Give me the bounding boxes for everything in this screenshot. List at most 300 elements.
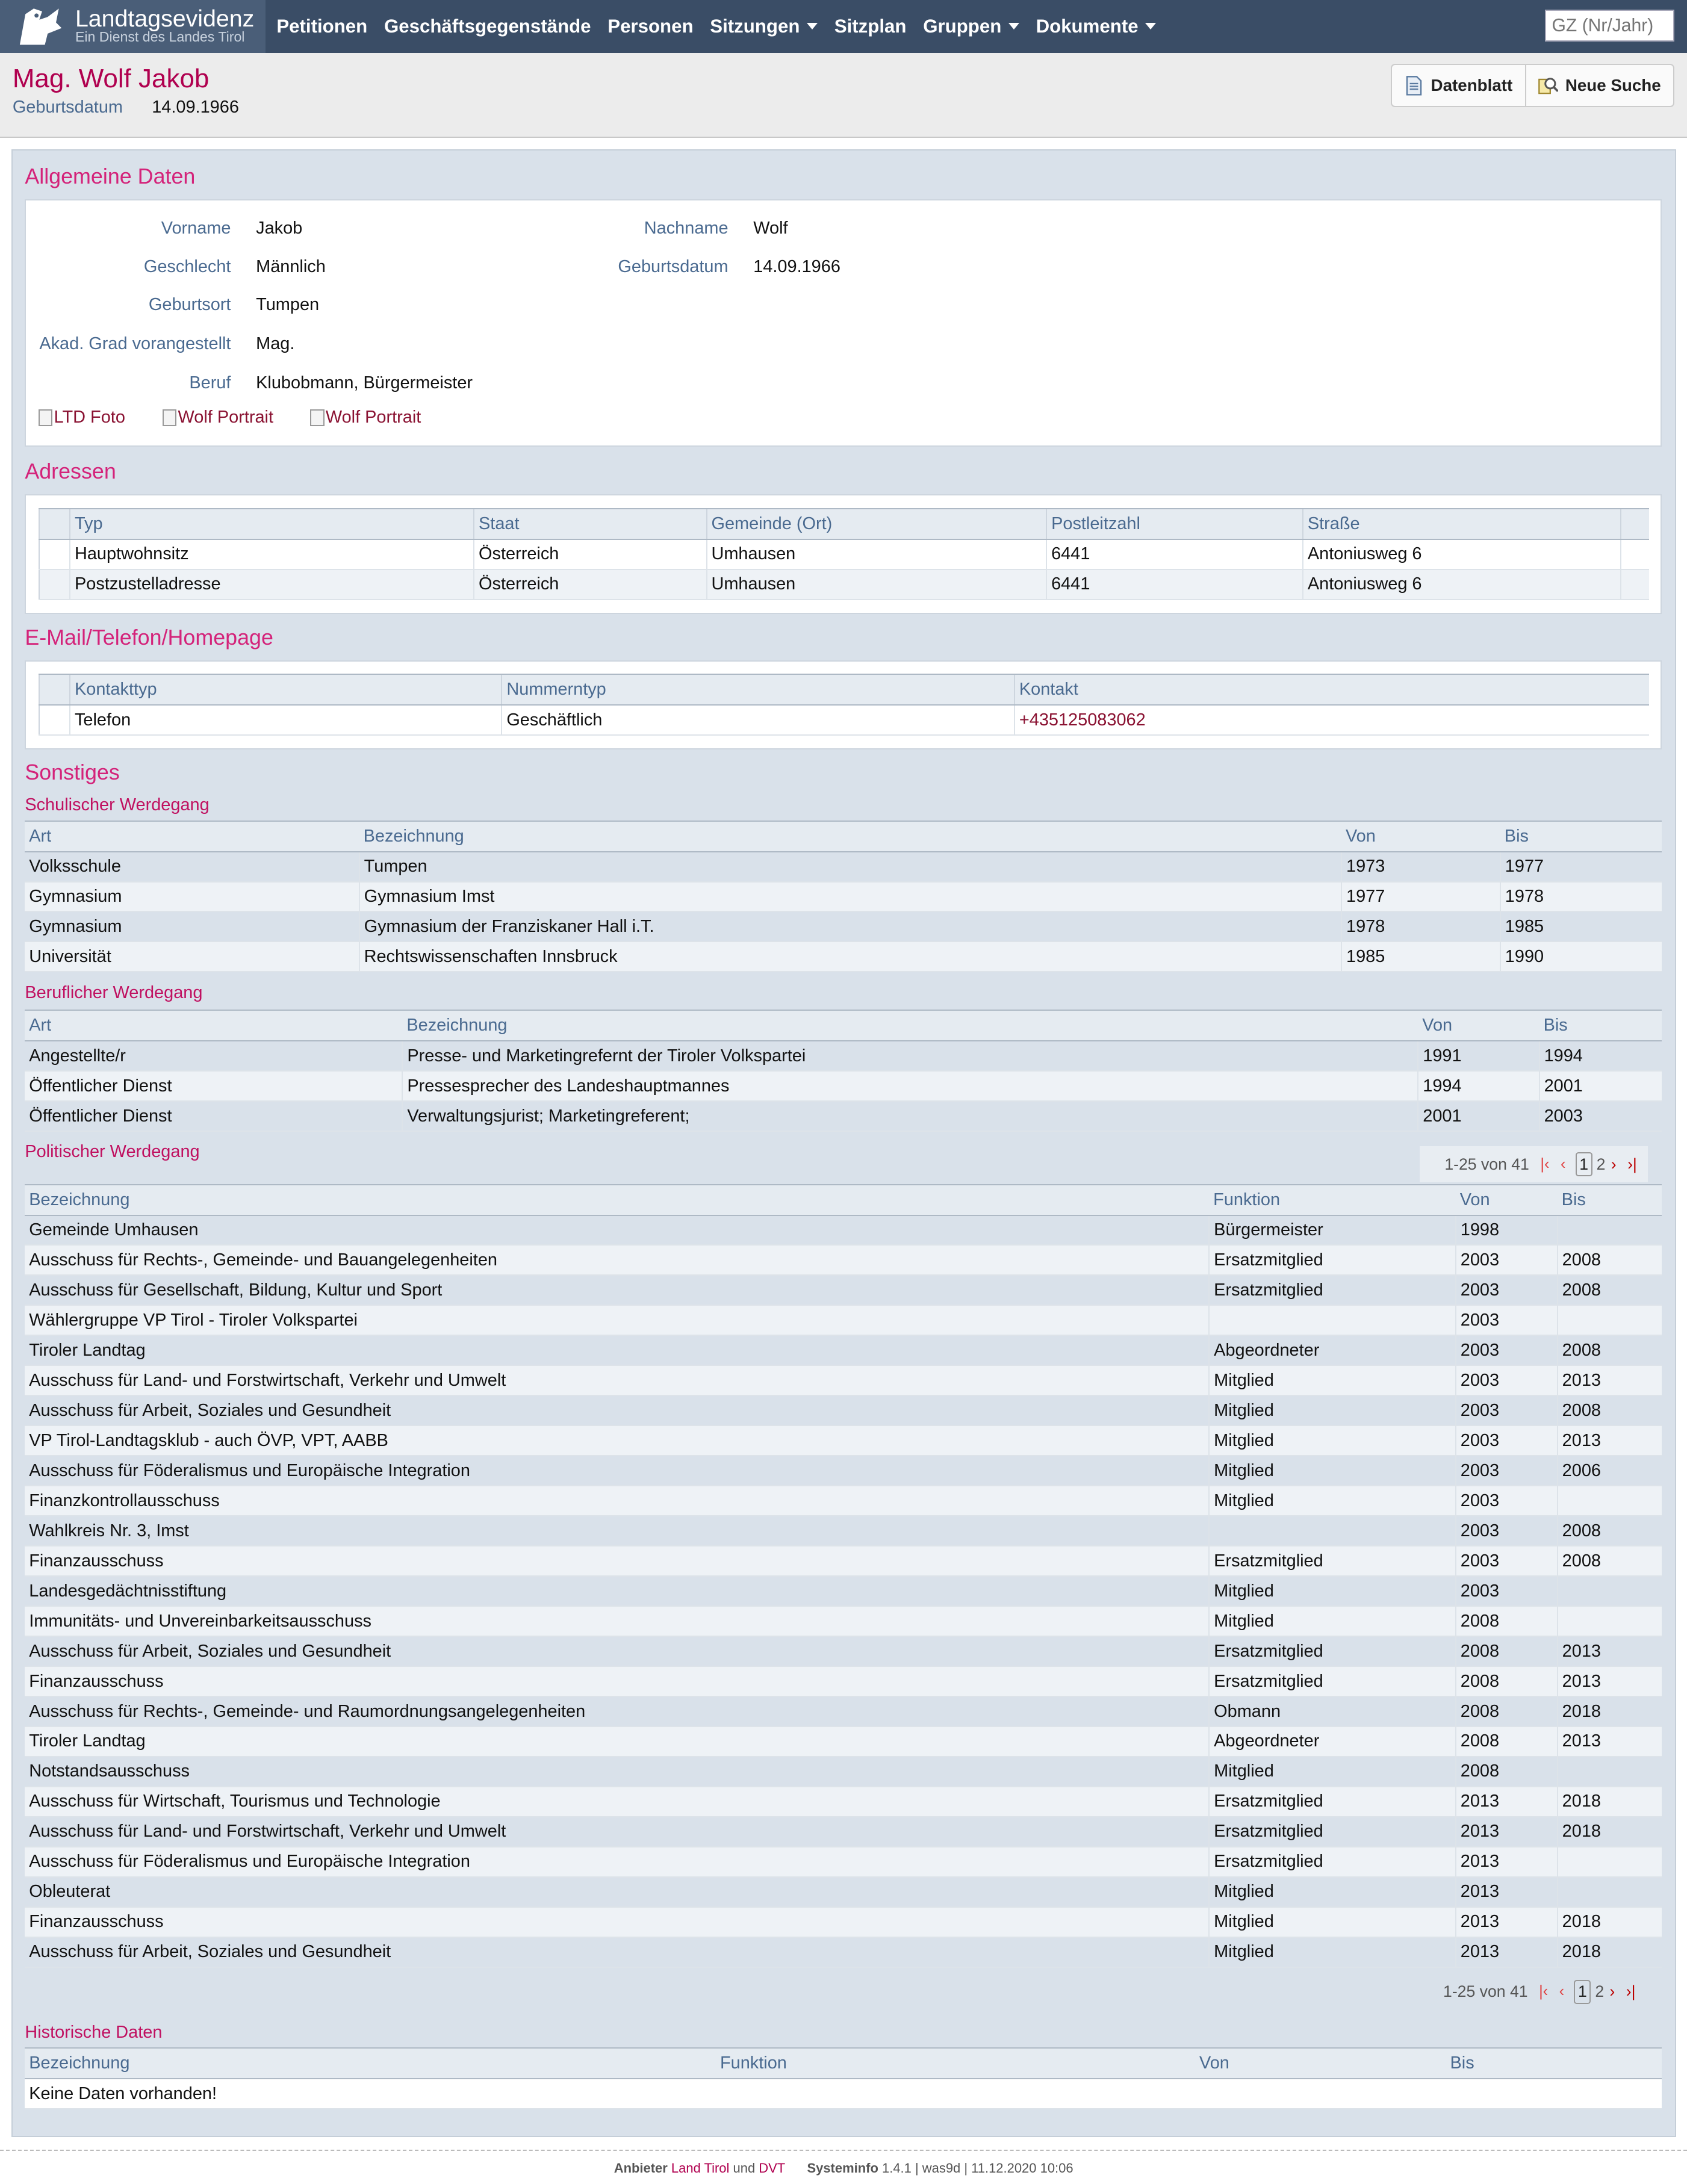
- table-cell: Ersatzmitglied: [1209, 1666, 1456, 1696]
- table-cell: Rechtswissenschaften Innsbruck: [359, 942, 1341, 972]
- table-cell: 2008: [1558, 1275, 1662, 1305]
- table-cell: 2018: [1558, 1787, 1662, 1817]
- table-cell: 2013: [1456, 1907, 1558, 1937]
- column-header: Art: [25, 1010, 402, 1041]
- contact-table: [39, 674, 1649, 736]
- footer-systeminfo: 1.4.1 | was9d | 11.12.2020 10:06: [881, 2160, 1073, 2176]
- table-cell: Antoniusweg 6: [1303, 539, 1621, 569]
- column-header: Bezeichnung: [402, 1010, 1418, 1041]
- table-cell: Umhausen: [707, 569, 1047, 600]
- table-cell: 2008: [1456, 1696, 1558, 1726]
- table-cell: Ersatzmitglied: [1209, 1847, 1456, 1877]
- table-cell: Mitglied: [1209, 1576, 1456, 1606]
- table-row: [25, 1395, 1662, 1425]
- table-row: [25, 1907, 1662, 1937]
- page-2-button[interactable]: 2: [1595, 1982, 1605, 2001]
- column-header: Typ: [70, 509, 474, 539]
- political-career-table: [25, 1184, 1662, 1968]
- table-row: [25, 1606, 1662, 1636]
- table-row: [25, 942, 1662, 972]
- nav-label: Geschäftsgegenstände: [384, 15, 591, 37]
- column-header: Postleitzahl: [1046, 509, 1303, 539]
- table-cell: 2018: [1558, 1937, 1662, 1967]
- nav-sitzungen-dropdown[interactable]: [701, 0, 825, 53]
- table-cell: 2008: [1456, 1636, 1558, 1666]
- table-cell: Ausschuss für Arbeit, Soziales und Gesundheit: [25, 1636, 1209, 1666]
- table-row: [25, 911, 1662, 942]
- table-cell: 2008: [1558, 1335, 1662, 1365]
- table-cell: Ausschuss für Land- und Forstwirtschaft, Verkehr und Umwelt: [25, 1817, 1209, 1847]
- table-cell: [1558, 1757, 1662, 1787]
- table-cell: 2008: [1558, 1516, 1662, 1546]
- table-cell: Presse- und Marketingrefernt der Tiroler Volkspartei: [402, 1041, 1418, 1071]
- field-label-akad-grad: Akad. Grad vorangestellt: [39, 333, 231, 353]
- table-cell: 2008: [1558, 1546, 1662, 1576]
- broken-image-icon: [310, 409, 324, 426]
- neue-suche-button[interactable]: [1525, 65, 1673, 105]
- table-row: [25, 1041, 1662, 1071]
- table-cell: 2013: [1456, 1877, 1558, 1907]
- table-cell: Ausschuss für Arbeit, Soziales und Gesundheit: [25, 1395, 1209, 1425]
- column-header: Staat: [474, 509, 706, 539]
- field-label-geschlecht: Geschlecht: [143, 257, 231, 277]
- table-cell: [1558, 1576, 1662, 1606]
- table-cell: 1994: [1539, 1041, 1662, 1071]
- table-cell: 2003: [1456, 1576, 1558, 1606]
- last-page-icon[interactable]: ›|: [1627, 1155, 1637, 1173]
- table-row: [25, 1275, 1662, 1305]
- table-cell: 2003: [1539, 1101, 1662, 1131]
- page-1-button[interactable]: 1: [1576, 1152, 1592, 1176]
- table-cell: Tiroler Landtag: [25, 1726, 1209, 1757]
- datenblatt-button[interactable]: [1392, 65, 1525, 105]
- column-header: Bis: [1539, 1010, 1662, 1041]
- table-cell: Gymnasium: [25, 911, 359, 942]
- table-row: [25, 1335, 1662, 1365]
- field-value-nachname: Wolf: [753, 218, 788, 238]
- table-cell: Ausschuss für Föderalismus und Europäische Integration: [25, 1456, 1209, 1486]
- table-cell: Universität: [25, 942, 359, 972]
- column-header: Bis: [1558, 1185, 1662, 1215]
- prev-page-icon[interactable]: ‹: [1560, 1155, 1566, 1173]
- table-cell: Wählergruppe VP Tirol - Tiroler Volkspartei: [25, 1305, 1209, 1335]
- nav-label: Petitionen: [276, 15, 368, 37]
- table-cell: Umhausen: [707, 539, 1047, 569]
- birthdate-value: 14.09.1966: [152, 97, 239, 117]
- table-cell: Mitglied: [1209, 1456, 1456, 1486]
- table-cell: 2013: [1456, 1937, 1558, 1967]
- image-alt-text: Wolf Portrait: [325, 408, 421, 427]
- column-header: Straße: [1303, 509, 1621, 539]
- table-cell: Mitglied: [1209, 1395, 1456, 1425]
- table-cell: 2008: [1456, 1726, 1558, 1757]
- table-cell: 1990: [1500, 942, 1662, 972]
- table-cell: Telefon: [70, 705, 502, 735]
- table-cell: 1978: [1500, 882, 1662, 912]
- app-logo[interactable]: [0, 0, 266, 53]
- table-row: [39, 705, 1649, 735]
- field-value-vorname: Jakob: [256, 218, 303, 238]
- table-row: [25, 1666, 1662, 1696]
- page-1-button[interactable]: 1: [1574, 1980, 1591, 2004]
- table-cell: 1991: [1418, 1041, 1539, 1071]
- table-cell: 2013: [1558, 1726, 1662, 1757]
- table-cell: Ersatzmitglied: [1209, 1817, 1456, 1847]
- column-header: Gemeinde (Ort): [707, 509, 1047, 539]
- table-row: [25, 1937, 1662, 1967]
- table-cell: Mitglied: [1209, 1757, 1456, 1787]
- table-cell: Ersatzmitglied: [1209, 1546, 1456, 1576]
- table-cell: 2006: [1558, 1456, 1662, 1486]
- table-row: [25, 1787, 1662, 1817]
- footer-text: und: [733, 2160, 756, 2176]
- table-cell: Österreich: [474, 539, 706, 569]
- table-row: [25, 1071, 1662, 1101]
- table-cell: [1558, 1847, 1662, 1877]
- nav-geschaeftsgegenstaende[interactable]: [376, 0, 599, 53]
- broken-image-icon: [39, 409, 52, 426]
- table-cell: 2008: [1558, 1395, 1662, 1425]
- table-cell: Mitglied: [1209, 1606, 1456, 1636]
- field-label-geburtsdatum: Geburtsdatum: [618, 257, 729, 277]
- table-cell: Österreich: [474, 569, 706, 600]
- table-row: [25, 1516, 1662, 1546]
- nav-label: Gruppen: [923, 15, 1002, 37]
- table-cell: 2008: [1456, 1757, 1558, 1787]
- table-row: [25, 1215, 1662, 1246]
- table-cell: Ersatzmitglied: [1209, 1245, 1456, 1275]
- table-row: [25, 1877, 1662, 1907]
- table-cell: Notstandsausschuss: [25, 1757, 1209, 1787]
- table-cell: 2001: [1418, 1101, 1539, 1131]
- table-cell: [1558, 1486, 1662, 1516]
- table-cell: Immunitäts- und Unvereinbarkeitsausschuss: [25, 1606, 1209, 1636]
- table-cell: 2008: [1456, 1606, 1558, 1636]
- career-table: [25, 1010, 1662, 1132]
- table-cell: 2003: [1456, 1456, 1558, 1486]
- field-label-geburtsort: Geburtsort: [148, 294, 231, 314]
- column-header: Nummerntyp: [502, 674, 1014, 705]
- row-trail-cell: [1621, 569, 1650, 600]
- table-cell: 2013: [1558, 1666, 1662, 1696]
- column-header: Bis: [1500, 821, 1662, 852]
- table-cell: Gymnasium Imst: [359, 882, 1341, 912]
- section-title-adressen: Adressen: [25, 459, 116, 484]
- column-header: Art: [25, 821, 359, 852]
- image-alt-text: Wolf Portrait: [178, 408, 274, 427]
- table-cell: 2003: [1456, 1275, 1558, 1305]
- table-cell: Finanzausschuss: [25, 1546, 1209, 1576]
- table-cell: Ausschuss für Wirtschaft, Tourismus und Technologie: [25, 1787, 1209, 1817]
- table-cell: Landesgedächtnisstiftung: [25, 1576, 1209, 1606]
- table-cell: 2003: [1456, 1546, 1558, 1576]
- table-cell: 6441: [1046, 569, 1303, 600]
- pagination-range: 1-25 von 41: [1443, 1982, 1528, 2001]
- column-header: [39, 674, 70, 705]
- table-cell: Hauptwohnsitz: [70, 539, 474, 569]
- field-label-beruf: Beruf: [189, 373, 231, 392]
- column-header: Bis: [1446, 2048, 1662, 2079]
- field-label-vorname: Vorname: [161, 218, 231, 238]
- dvt-link[interactable]: DVT: [759, 2160, 785, 2176]
- table-cell: [1014, 705, 1649, 735]
- app-title: Landtagsevidenz: [75, 5, 255, 32]
- table-row: [25, 1576, 1662, 1606]
- addresses-box: [25, 494, 1662, 614]
- table-row: [25, 1365, 1662, 1395]
- table-cell: Ersatzmitglied: [1209, 1275, 1456, 1305]
- table-cell: Finanzkontrollausschuss: [25, 1486, 1209, 1516]
- image-alt-text: LTD Foto: [54, 408, 125, 427]
- column-header: Von: [1418, 1010, 1539, 1041]
- nav-dokumente-dropdown[interactable]: [1028, 0, 1164, 53]
- row-trail-cell: [1621, 539, 1650, 569]
- table-cell: [1209, 1305, 1456, 1335]
- table-cell: 2003: [1456, 1305, 1558, 1335]
- column-header: Funktion: [1209, 1185, 1456, 1215]
- column-header: Funktion: [716, 2048, 1195, 2079]
- section-title-allgemeine-daten: Allgemeine Daten: [25, 164, 196, 188]
- table-cell: 2003: [1456, 1395, 1558, 1425]
- ltd-foto-link[interactable]: [39, 408, 125, 427]
- button-label: Datenblatt: [1431, 75, 1513, 95]
- table-cell: Ersatzmitglied: [1209, 1636, 1456, 1666]
- table-cell: Mitglied: [1209, 1877, 1456, 1907]
- column-header: Bezeichnung: [359, 821, 1341, 852]
- table-row: [25, 1486, 1662, 1516]
- table-cell: [1558, 1606, 1662, 1636]
- nav-sitzplan[interactable]: [826, 0, 915, 53]
- table-cell: Ausschuss für Rechts-, Gemeinde- und Raumordnungsangelegenheiten: [25, 1696, 1209, 1726]
- table-cell: Antoniusweg 6: [1303, 569, 1621, 600]
- table-cell: Tiroler Landtag: [25, 1335, 1209, 1365]
- table-cell: Gemeinde Umhausen: [25, 1215, 1209, 1246]
- last-page-icon[interactable]: ›|: [1626, 1982, 1636, 2001]
- empty-message: Keine Daten vorhanden!: [25, 2079, 1662, 2109]
- table-cell: Tumpen: [359, 852, 1341, 882]
- column-header: [1621, 509, 1650, 539]
- subsection-title-schulisch: Schulischer Werdegang: [25, 795, 210, 814]
- table-cell: Finanzausschuss: [25, 1666, 1209, 1696]
- first-page-icon[interactable]: |‹: [1539, 1983, 1549, 2000]
- column-header: Kontakt: [1014, 674, 1649, 705]
- wolf-portrait-link[interactable]: [163, 408, 273, 427]
- table-row: [25, 1101, 1662, 1131]
- footer-systeminfo-label: Systeminfo: [807, 2160, 878, 2176]
- table-row: [25, 1456, 1662, 1486]
- school-table: [25, 821, 1662, 973]
- table-cell: Verwaltungsjurist; Marketingreferent;: [402, 1101, 1418, 1131]
- table-row: [25, 882, 1662, 912]
- table-cell: Wahlkreis Nr. 3, Imst: [25, 1516, 1209, 1546]
- pagination-range: 1-25 von 41: [1444, 1155, 1529, 1173]
- table-cell: Öffentlicher Dienst: [25, 1101, 402, 1131]
- table-cell: Mitglied: [1209, 1365, 1456, 1395]
- table-cell: Pressesprecher des Landeshauptmannes: [402, 1071, 1418, 1101]
- subsection-title-historisch: Historische Daten: [25, 2022, 163, 2042]
- contact-box: [25, 660, 1662, 749]
- table-cell: 2013: [1558, 1636, 1662, 1666]
- table-cell: Gymnasium der Franziskaner Hall i.T.: [359, 911, 1341, 942]
- nav-petitionen[interactable]: [268, 0, 376, 53]
- table-row: [25, 1726, 1662, 1757]
- table-cell: 2008: [1558, 1245, 1662, 1275]
- table-cell: Volksschule: [25, 852, 359, 882]
- footer: [0, 2150, 1687, 2184]
- table-cell: Abgeordneter: [1209, 1335, 1456, 1365]
- caret-down-icon: [1145, 23, 1156, 29]
- table-cell: 2018: [1558, 1817, 1662, 1847]
- table-cell: Angestellte/r: [25, 1041, 402, 1071]
- page-title: Mag. Wolf Jakob: [12, 64, 210, 94]
- table-cell: Abgeordneter: [1209, 1726, 1456, 1757]
- table-row: [25, 1305, 1662, 1335]
- table-cell: 2003: [1456, 1516, 1558, 1546]
- column-header: [39, 509, 70, 539]
- document-icon: [1403, 75, 1424, 96]
- nav-label: Personen: [607, 15, 694, 37]
- table-cell: VP Tirol-Landtagsklub - auch ÖVP, VPT, AABB: [25, 1425, 1209, 1456]
- nav-label: Dokumente: [1036, 15, 1139, 37]
- table-cell: 2003: [1456, 1335, 1558, 1365]
- row-marker-cell: [39, 705, 70, 735]
- table-cell: Ausschuss für Föderalismus und Europäische Integration: [25, 1847, 1209, 1877]
- table-row: [25, 852, 1662, 882]
- column-header: Von: [1456, 1185, 1558, 1215]
- table-row: [25, 1696, 1662, 1726]
- table-cell: 6441: [1046, 539, 1303, 569]
- field-value-geschlecht: Männlich: [256, 257, 326, 277]
- table-cell: 2018: [1558, 1907, 1662, 1937]
- page-2-button[interactable]: 2: [1596, 1155, 1606, 1173]
- table-row: [39, 569, 1649, 600]
- nav-label: Sitzplan: [834, 15, 907, 37]
- table-cell: 1998: [1456, 1215, 1558, 1246]
- table-cell: Ausschuss für Rechts-, Gemeinde- und Bauangelegenheiten: [25, 1245, 1209, 1275]
- table-cell: 2013: [1558, 1365, 1662, 1395]
- table-cell: 1978: [1341, 911, 1500, 942]
- table-cell: 2013: [1456, 1847, 1558, 1877]
- table-cell: 2003: [1456, 1425, 1558, 1456]
- table-cell: Postzustelladresse: [70, 569, 474, 600]
- prev-page-icon[interactable]: ‹: [1559, 1983, 1565, 2000]
- column-header: Von: [1195, 2048, 1446, 2079]
- search-icon: [1538, 75, 1559, 96]
- table-cell: Geschäftlich: [502, 705, 1014, 735]
- top-navbar: [0, 0, 1687, 53]
- table-cell: Mitglied: [1209, 1907, 1456, 1937]
- table-cell: Ausschuss für Land- und Forstwirtschaft, Verkehr und Umwelt: [25, 1365, 1209, 1395]
- table-row: [25, 1245, 1662, 1275]
- main-panel: [11, 149, 1676, 2137]
- gz-search-input[interactable]: [1545, 10, 1674, 42]
- table-cell: Ausschuss für Arbeit, Soziales und Gesundheit: [25, 1937, 1209, 1967]
- table-row: [25, 1546, 1662, 1576]
- table-cell: Obleuterat: [25, 1877, 1209, 1907]
- column-header: Kontakttyp: [70, 674, 502, 705]
- addresses-table: [39, 508, 1649, 600]
- table-cell: 1977: [1500, 852, 1662, 882]
- table-cell: 2003: [1456, 1245, 1558, 1275]
- table-cell: 2003: [1456, 1486, 1558, 1516]
- table-cell: [1558, 1215, 1662, 1246]
- table-cell: 1973: [1341, 852, 1500, 882]
- section-title-kontakt: E-Mail/Telefon/Homepage: [25, 625, 273, 650]
- pagination-bottom: [1443, 1978, 1641, 2006]
- table-row: [25, 1425, 1662, 1456]
- table-cell: Mitglied: [1209, 1486, 1456, 1516]
- table-cell: Gymnasium: [25, 882, 359, 912]
- broken-image-icon: [163, 409, 176, 426]
- footer-anbieter-label: Anbieter: [614, 2160, 668, 2176]
- table-cell: 1985: [1341, 942, 1500, 972]
- next-page-icon[interactable]: ›: [1609, 1982, 1615, 2001]
- table-row: [25, 1847, 1662, 1877]
- table-cell: Mitglied: [1209, 1425, 1456, 1456]
- row-marker-cell: [39, 569, 70, 600]
- table-cell: Finanzausschuss: [25, 1907, 1209, 1937]
- subsection-title-politisch: Politischer Werdegang: [25, 1142, 200, 1162]
- next-page-icon[interactable]: ›: [1611, 1155, 1617, 1173]
- section-title-sonstiges: Sonstiges: [25, 760, 120, 785]
- table-cell: 1985: [1500, 911, 1662, 942]
- nav-personen[interactable]: [599, 0, 701, 53]
- historical-table: [25, 2047, 1662, 2109]
- column-header: Bezeichnung: [25, 1185, 1209, 1215]
- person-header: [0, 53, 1687, 138]
- column-header: Von: [1341, 821, 1500, 852]
- table-cell: [1558, 1305, 1662, 1335]
- field-value-geburtsdatum: 14.09.1966: [753, 257, 840, 277]
- tirol-eagle-logo-icon: [11, 3, 70, 51]
- field-value-akad-grad: Mag.: [256, 333, 295, 353]
- table-cell: 2001: [1539, 1071, 1662, 1101]
- table-cell: Öffentlicher Dienst: [25, 1071, 402, 1101]
- table-cell: Bürgermeister: [1209, 1215, 1456, 1246]
- table-cell: 1977: [1341, 882, 1500, 912]
- header-button-group: [1391, 64, 1675, 107]
- nav-gruppen-dropdown[interactable]: [915, 0, 1027, 53]
- caret-down-icon: [807, 23, 818, 29]
- table-cell: 2013: [1558, 1425, 1662, 1456]
- field-value-beruf: Klubobmann, Bürgermeister: [256, 373, 473, 392]
- table-row: [25, 1817, 1662, 1847]
- table-cell: 2003: [1456, 1365, 1558, 1395]
- table-cell: 2013: [1456, 1787, 1558, 1817]
- table-row: [25, 1757, 1662, 1787]
- table-cell: 2008: [1456, 1666, 1558, 1696]
- table-cell: Obmann: [1209, 1696, 1456, 1726]
- subsection-title-beruflich: Beruflicher Werdegang: [25, 983, 203, 1003]
- contact-link[interactable]: +435125083062: [1019, 710, 1146, 730]
- table-cell: [1558, 1877, 1662, 1907]
- field-value-geburtsort: Tumpen: [256, 294, 320, 314]
- land-tirol-link[interactable]: Land Tirol: [671, 2160, 730, 2176]
- birthdate-label: Geburtsdatum: [12, 97, 123, 117]
- table-cell: [1209, 1516, 1456, 1546]
- nav-label: Sitzungen: [710, 15, 800, 37]
- column-header: Bezeichnung: [25, 2048, 716, 2079]
- button-label: Neue Suche: [1565, 75, 1661, 95]
- table-cell: 1994: [1418, 1071, 1539, 1101]
- row-marker-cell: [39, 539, 70, 569]
- wolf-portrait-link[interactable]: [310, 408, 421, 427]
- table-cell: Ausschuss für Gesellschaft, Bildung, Kultur und Sport: [25, 1275, 1209, 1305]
- table-cell: Mitglied: [1209, 1937, 1456, 1967]
- field-label-nachname: Nachname: [644, 218, 729, 238]
- general-data-box: [25, 199, 1662, 447]
- first-page-icon[interactable]: |‹: [1540, 1155, 1550, 1173]
